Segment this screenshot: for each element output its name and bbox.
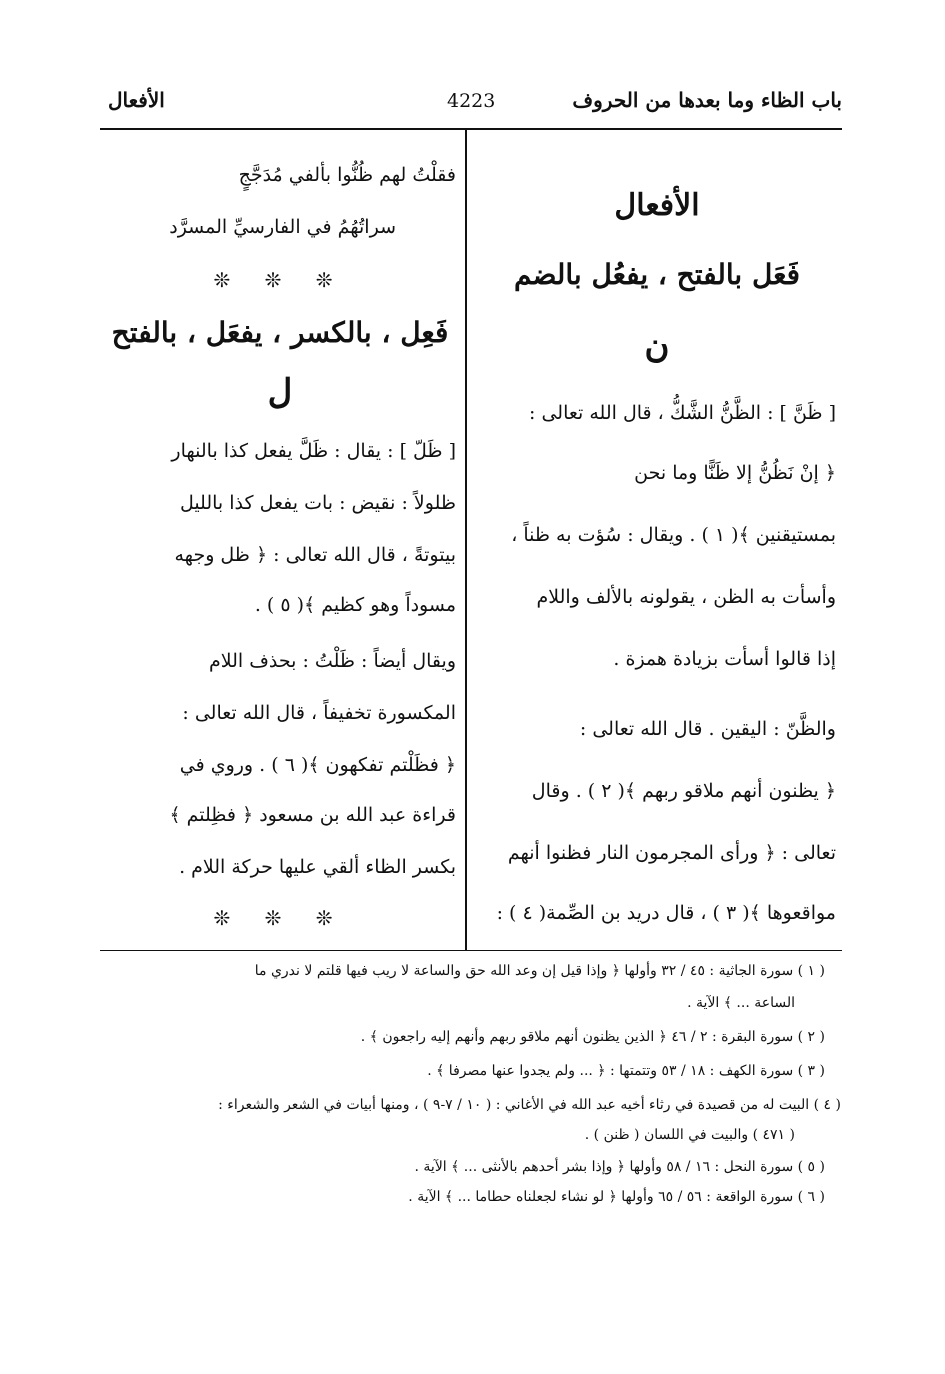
header-section-title: الأفعال	[108, 88, 165, 112]
footnote: ( ٥ ) سورة النحل : ١٦ / ٥٨ وأولها ﴿ وإذا بشر أحدهم بالأنثى ... ﴾ الآية .	[414, 1159, 825, 1175]
verb-pattern-heading: فَعَل بالفتح ، يفعُل بالضم	[513, 258, 801, 291]
running-header	[100, 88, 842, 124]
letter-heading: ن	[644, 326, 670, 366]
text-line: وأسأت به الظن ، يقولونه بالألف واللام	[536, 586, 836, 608]
verse-hemistich-1: فقلْتُ لهم ظُنُّوا بألفي مُدَجَّجٍ	[238, 164, 456, 186]
text-line: ﴿ إنْ نَظُنُّ إلا ظَنًّا وما نحن	[634, 462, 836, 484]
verb-pattern-heading: فَعِل ، بالكسر ، يفعَل ، بالفتح	[111, 316, 449, 349]
footnote: ( ٦ ) سورة الواقعة : ٥٦ / ٦٥ وأولها ﴿ لو نشاء لجعلناه حطاما ... ﴾ الآية .	[408, 1189, 825, 1205]
footnote: ( ١ ) سورة الجاثية : ٤٥ / ٣٢ وأولها ﴿ وإذا قيل إن وعد الله حق والساعة لا ريب فيها قلتم لا ندري ما	[254, 963, 825, 979]
page-number: 4223	[447, 90, 496, 112]
text-line: والظَّنّ : اليقين . قال الله تعالى :	[579, 718, 836, 740]
text-line: بمستيقنين ﴾( ١ ) . ويقال : سُؤت به ظناً ،	[511, 524, 836, 546]
header-chapter-title: باب الظاء وما بعدها من الحروف	[572, 88, 842, 112]
column-divider	[465, 130, 467, 950]
text-line: ويقال أيضاً : ظَلْتُ : بحذف اللام	[209, 650, 456, 672]
section-separator: ❊ ❊ ❊	[213, 906, 347, 930]
text-line: تعالى : ﴿ ورأى المجرمون النار فظنوا أنهم	[507, 842, 836, 864]
footnote: ( ٤ ) البيت له من قصيدة في رثاء أخيه عبد الله في الأغاني : ( ١٠ / ٧-٩ ) ، ومنها أبيات في الشعر والشعراء :	[218, 1097, 841, 1113]
letter-heading: ل	[267, 372, 293, 412]
text-line: ﴿ يظنون أنهم ملاقو ربهم ﴾( ٢ ) . وقال	[531, 780, 836, 802]
text-line: بيتوتةً ، قال الله تعالى : ﴿ ظل وجهه	[174, 544, 456, 566]
section-separator: ❊ ❊ ❊	[213, 268, 347, 292]
text-line: ظلولاً : نقيض : بات يفعل كذا بالليل	[179, 492, 456, 514]
text-line: إذا قالوا أسأت بزيادة همزة .	[613, 648, 836, 670]
text-line: [ ظَنَّ ] : الظَّنُّ الشَّكُّ ، قال الله تعالى :	[529, 402, 836, 424]
text-line: مواقعوها ﴾( ٣ ) ، قال دريد بن الصِّمة( ٤ ) :	[496, 902, 836, 924]
text-line: قراءة عبد الله بن مسعود ﴿ فظِلتم ﴾	[169, 804, 456, 826]
footnote: ( ٢ ) سورة البقرة : ٢ / ٤٦ ﴿ الذين يظنون أنهم ملاقو ربهم وأنهم إليه راجعون ﴾ .	[360, 1029, 825, 1045]
text-line: مسوداً وهو كظيم ﴾( ٥ ) .	[254, 594, 456, 616]
text-line: ﴿ فظَلْتم تفكهون ﴾( ٦ ) . وروي في	[179, 754, 456, 776]
footnote: الساعة ... ﴾ الآية .	[687, 995, 795, 1011]
footnote-rule	[100, 950, 842, 951]
footnote: ( ٣ ) سورة الكهف : ١٨ / ٥٣ وتتمتها : ﴿ ... ولم يجدوا عنها مصرفا ﴾ .	[427, 1063, 825, 1079]
section-title: الأفعال	[614, 188, 700, 223]
header-rule	[100, 128, 842, 130]
text-line: [ ظَلّ ] : يقال : ظَلَّ يفعل كذا بالنهار	[171, 440, 456, 462]
text-line: بكسر الظاء ألقي عليها حركة اللام .	[179, 856, 456, 878]
footnote: ( ٤٧١ ) والبيت في اللسان ( ظنن ) .	[584, 1127, 795, 1143]
verse-hemistich-2: سراتُهُمُ في الفارسيِّ المسرَّد	[169, 216, 396, 238]
text-line: المكسورة تخفيفاً ، قال الله تعالى :	[182, 702, 456, 724]
